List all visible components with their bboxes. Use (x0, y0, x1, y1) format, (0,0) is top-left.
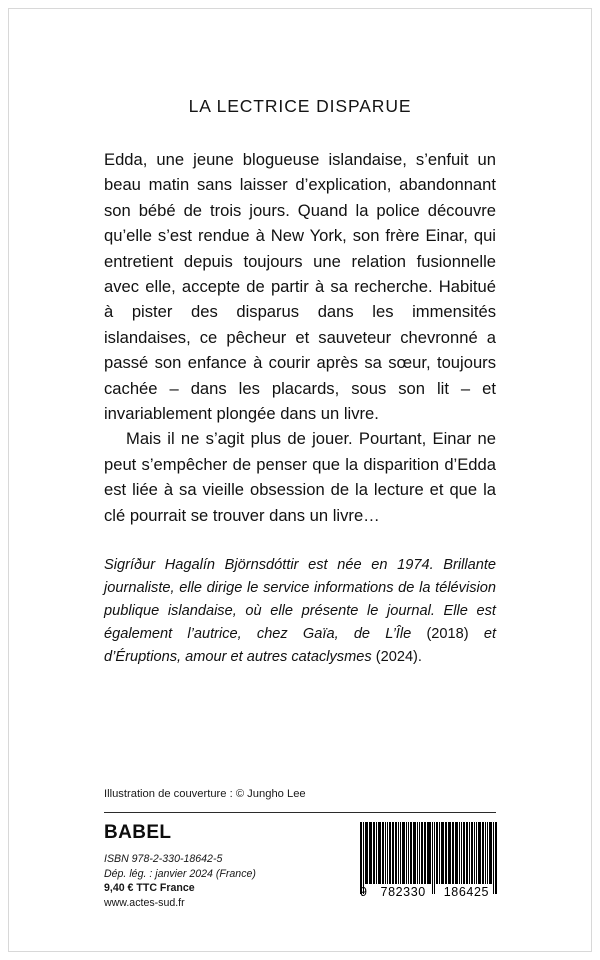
isbn-text: ISBN 978-2-330-18642-5 (104, 853, 223, 865)
barcode-digits (360, 884, 498, 900)
barcode-right-group: 186425 (443, 885, 490, 899)
barcode-left-group: 782330 (380, 885, 426, 899)
book-title: LA LECTRICE DISPARUE (188, 96, 412, 116)
legal-deposit-text: Dép. lég. : janvier 2024 (France) (104, 867, 256, 880)
barcode-lead-digit: 9 (360, 885, 368, 899)
publisher-website: www.actes-sud.fr (104, 896, 185, 909)
price-text: 9,40 € TTC France (104, 882, 195, 895)
blurb-paragraph-1: Edda, une jeune blogueuse islandaise, s’enfuit un beau matin sans laisser d’explication, abandonnant son bébé de trois jours. Quand la police découvre qu’elle s’est rendue à New York, son frère Einar, qui entretient depuis toujours une relation fusionnelle avec elle, accepte de partir à sa recherche. Habitué à pister des disparus dans les immensités islandaises, ce pêcheur et sauveteur chevronné a passé son enfance à courir après sa sœur, toujours cachée – dans les placards, sous son lit – et invariablement plongée dans un livre. (104, 150, 496, 424)
author-bio-part-1: Sigríður Hagalín Björnsdóttir est née en 1974. Brillante journaliste, elle dirige le service informations de la télévision publique islandaise, où elle présente le journal. Elle est également l’autrice, chez Gaïa, de L’Île (104, 557, 496, 643)
publisher-imprint: BABEL (104, 822, 172, 843)
footer-divider (104, 812, 496, 813)
author-bio (104, 554, 496, 669)
cover-text-block (104, 0, 496, 669)
book-blurb (104, 147, 496, 528)
author-bio-year-1: (2018) (426, 626, 469, 643)
author-bio-year-2: (2024). (375, 649, 422, 666)
cover-illustration-credit: Illustration de couverture : © Jungho Lee (104, 788, 306, 800)
legal-info (104, 852, 354, 910)
blurb-paragraph-2: Mais il ne s’agit plus de jouer. Pourtant, Einar ne peut s’empêcher de penser que la disparition d’Edda est liée à sa vieille obsession de la lecture et que la clé pourrait se trouver dans un livre… (104, 429, 496, 525)
author-bio-part-2: et d’Éruptions, amour et autres cataclysmes (104, 626, 496, 666)
ean13-barcode (360, 822, 498, 914)
